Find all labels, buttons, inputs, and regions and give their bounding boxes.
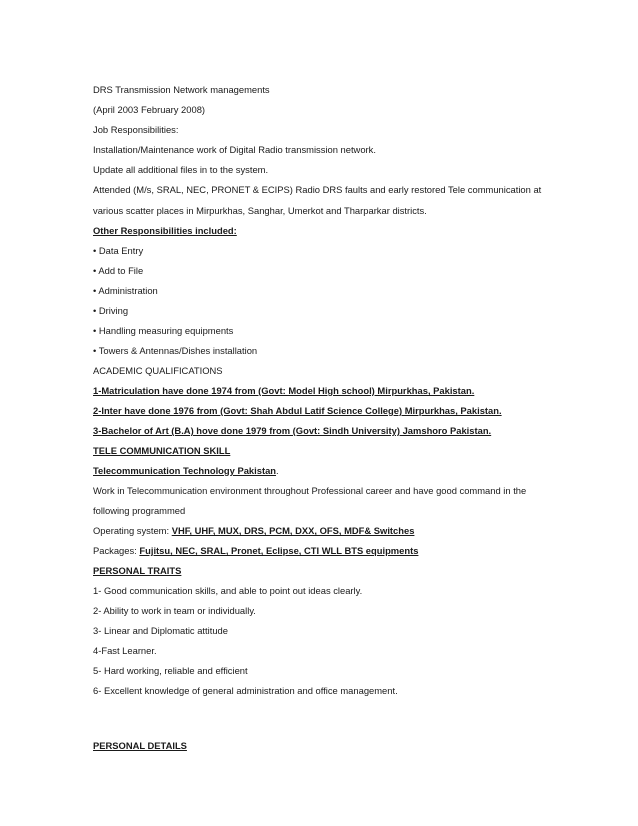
list-item: • Handling measuring equipments [93,325,234,336]
academic-item: 3-Bachelor of Art (B.A) hove done 1979 from (Govt: Sindh University) Jamshoro Pakistan. [93,425,492,436]
trait-item: 6- Excellent knowledge of general administration and office management. [93,685,398,696]
job-duty: Attended (M/s, SRAL, NEC, PRONET & ECIPS) Radio DRS faults and early restored Tele communication at [93,184,542,195]
list-item: • Add to File [93,265,144,276]
telecom-description: following programmed [93,505,186,516]
packages-line [93,545,418,557]
telecom-company-line [93,465,279,477]
operating-system-line [93,525,414,537]
telecom-description: Work in Telecommunication environment throughout Professional career and have good command in the [93,485,527,496]
trait-item: 5- Hard working, reliable and efficient [93,665,248,676]
telecom-heading: TELE COMMUNICATION SKILL [93,445,231,456]
job-duty: various scatter places in Mirpurkhas, Sanghar, Umerkot and Tharparkar districts. [93,205,427,216]
list-item: • Data Entry [93,245,144,256]
trait-item: 3- Linear and Diplomatic attitude [93,625,228,636]
personal-details-heading: PERSONAL DETAILS [93,740,187,751]
operating-system-label: Operating system: [93,525,172,536]
trait-item: 4-Fast Learner. [93,645,157,656]
academic-heading: ACADEMIC QUALIFICATIONS [93,365,223,376]
job-duty: Update all additional files in to the system. [93,164,269,175]
job-responsibilities-heading: Job Responsibilities: [93,124,179,135]
traits-heading: PERSONAL TRAITS [93,565,182,576]
operating-system-value: VHF, UHF, MUX, DRS, PCM, DXX, OFS, MDF& Switches [171,525,415,536]
other-responsibilities-heading: Other Responsibilities included: [93,225,237,236]
packages-label: Packages: [93,545,140,556]
packages-value: Fujitsu, NEC, SRAL, Pronet, Eclipse, CTI WLL BTS equipments [139,545,419,556]
list-item: • Towers & Antennas/Dishes installation [93,345,258,356]
job-duty: Installation/Maintenance work of Digital Radio transmission network. [93,144,376,155]
telecom-company: Telecommunication Technology Pakistan [93,465,277,476]
list-item: • Driving [93,305,129,316]
academic-item: 2-Inter have done 1976 from (Govt: Shah Abdul Latif Science College) Mirpurkhas, Pakistan. [93,405,502,416]
telecom-company-suffix: . [276,465,279,476]
job-title: DRS Transmission Network managements [93,84,270,95]
trait-item: 2- Ability to work in team or individually. [93,605,256,616]
trait-item: 1- Good communication skills, and able to point out ideas clearly. [93,585,363,596]
academic-item: 1-Matriculation have done 1974 from (Govt: Model High school) Mirpurkhas, Pakistan. [93,385,475,396]
job-period: (April 2003 February 2008) [93,104,206,115]
list-item: • Administration [93,285,158,296]
